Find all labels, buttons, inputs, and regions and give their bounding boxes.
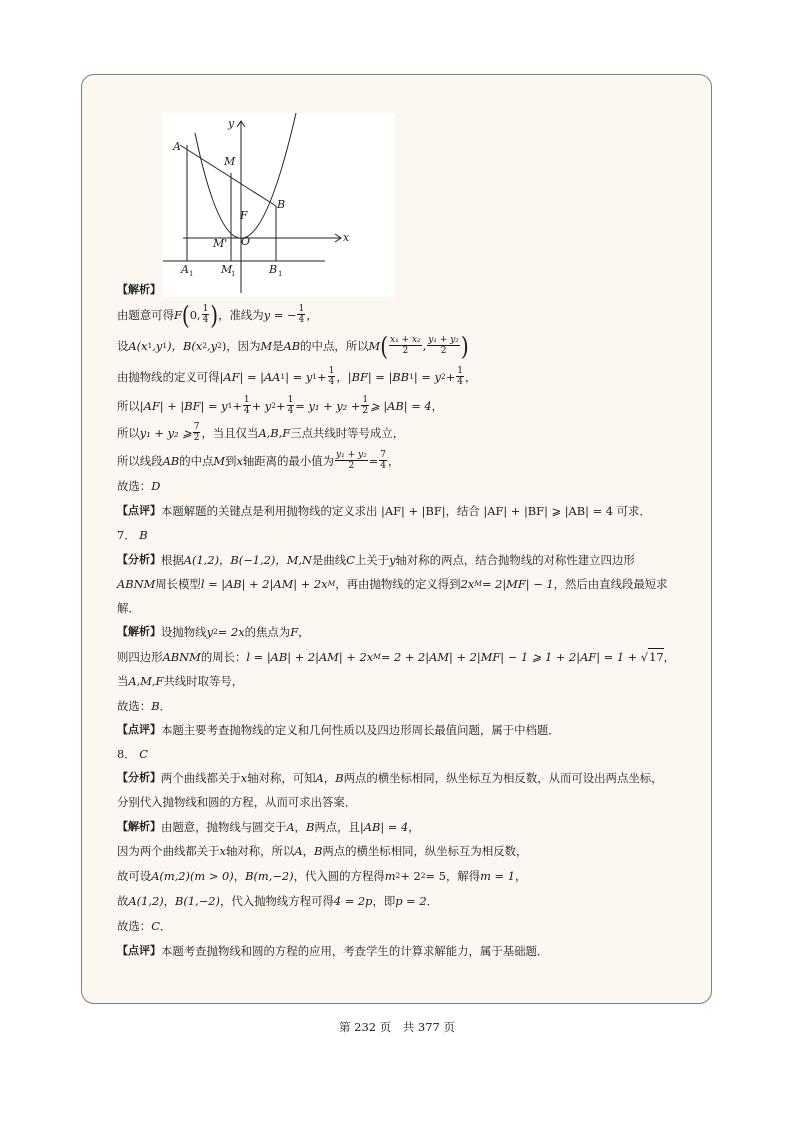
paren-close: ) — [210, 299, 219, 330]
fraction — [243, 395, 251, 416]
text: ， — [294, 820, 306, 834]
label-y: y — [228, 117, 235, 130]
math: + — [445, 369, 456, 384]
answer: D — [151, 479, 161, 493]
sol6-line-2: 设 A(x 1 ,y 1 )，B(x 2 ,y 2 )，因为 M 是 AB 的中点，所以 M ( $\frac{\text{x₁ + x₂}}{2}$ , $\frac{\text{y₁ + y₂}}{2}$ ) — [117, 330, 469, 361]
sol6-line-5 — [117, 422, 404, 443]
parabola-figure — [163, 113, 395, 297]
text: ， — [408, 820, 420, 834]
text: 两个曲线都关于 — [161, 771, 241, 785]
sub: 1 — [312, 371, 318, 381]
math: m — [384, 869, 396, 883]
text: 由题意，抛物线与圆交于 — [161, 820, 287, 834]
math: A — [294, 844, 303, 858]
sol6-line-4 — [117, 395, 443, 416]
sub: 2 — [202, 340, 207, 350]
math: )，B(x — [167, 338, 203, 353]
fraction — [193, 422, 201, 443]
text: 故选： — [117, 479, 152, 493]
numerator: y₁ + y₂ — [336, 450, 367, 460]
math: + 2 — [400, 869, 421, 883]
text: 轴对称，可知 — [247, 771, 316, 785]
sol6-line-7 — [117, 478, 160, 494]
fraction — [328, 366, 336, 387]
sub: 1 — [409, 371, 414, 381]
comment-text: 本题解题的关键点是利用抛物线的定义求出 |AF| + |BF|，结合 |AF| + |BF| ⩾ |AB| = 4 可求． — [161, 504, 651, 518]
math: M — [260, 338, 273, 353]
text: 所以 — [117, 398, 140, 413]
q7-fenxi-1 — [117, 552, 635, 568]
math: | = y — [413, 369, 441, 384]
q8-jiexi-2 — [117, 843, 527, 859]
sub: 1 — [147, 340, 153, 350]
sub: 2 — [217, 340, 222, 350]
math: + — [276, 398, 286, 413]
label-F: F — [240, 209, 248, 222]
denominator: 4 — [457, 377, 463, 387]
math: B — [313, 844, 323, 858]
label-M: M — [224, 155, 236, 168]
text: 是 — [272, 338, 284, 353]
label-B: B — [277, 198, 286, 211]
q7-comment — [117, 722, 560, 738]
sub: 1 — [280, 371, 286, 381]
fraction — [202, 304, 210, 325]
fraction — [389, 335, 422, 356]
math: 4 = 2p — [333, 894, 373, 908]
math: B — [305, 820, 315, 834]
math: y = − — [263, 307, 297, 322]
text: ，解得 — [445, 869, 481, 883]
text: 到 — [225, 453, 237, 468]
denominator: 4 — [243, 406, 250, 416]
math: M — [213, 453, 226, 468]
math: A(1,2)，B(−1,2)，M,N — [183, 553, 312, 567]
math: |AF| = |AA — [219, 369, 281, 384]
text: 根据 — [161, 553, 184, 567]
fraction — [335, 450, 368, 471]
text: 故选： — [117, 699, 152, 713]
tag-dianping: 【点评】 — [117, 944, 161, 957]
sup: 2 — [420, 871, 426, 880]
label-A: A — [173, 140, 181, 153]
q8-fenxi-2 — [117, 794, 356, 810]
sub: 1 — [227, 400, 233, 410]
math: ABNM — [117, 577, 156, 591]
q7-heading — [117, 527, 148, 543]
text: ，再由抛物线的定义得到 — [335, 577, 461, 591]
math: | = y — [285, 369, 313, 384]
denominator: 4 — [328, 377, 335, 387]
text: 上关于 — [354, 553, 390, 567]
text: 的中点，所以 — [300, 338, 369, 353]
text: ． — [159, 699, 171, 713]
label-Mprime: M' — [213, 237, 228, 250]
denominator: 2 — [402, 346, 409, 356]
text: ，即 — [372, 894, 396, 908]
text: 故可设 — [117, 869, 152, 883]
text: ，当且仅当 — [201, 425, 259, 440]
text: ，代入圆的方程得 — [293, 869, 385, 883]
text: ， — [336, 369, 348, 384]
math: ⩾ |AB| = 4 — [370, 398, 432, 413]
denominator: 4 — [287, 406, 294, 416]
q8-jiexi-4 — [117, 893, 438, 909]
math: C — [346, 553, 355, 567]
text: 所以线段 — [117, 453, 163, 468]
math: y₁ + y₂ ⩾ — [139, 425, 192, 440]
denominator: 2 — [348, 461, 355, 471]
numerator: 1 — [362, 395, 369, 405]
text: 周长模型 — [155, 577, 201, 591]
math: + — [317, 369, 327, 384]
math: p = 2 — [395, 894, 427, 908]
math: m = 1 — [480, 869, 515, 883]
math: x — [240, 771, 248, 785]
text: ， — [302, 844, 314, 858]
denominator: 2 — [362, 406, 369, 416]
math: A(1,2) — [128, 894, 164, 908]
text: 由抛物线的定义可得 — [117, 369, 220, 384]
text: 的焦点为 — [244, 625, 291, 639]
text: ， — [306, 307, 318, 322]
fraction — [361, 395, 369, 416]
numerator: 1 — [457, 366, 463, 376]
sub: 2 — [271, 400, 277, 410]
sqrt-radicand: 17 — [649, 650, 664, 664]
math: l = |AB| + 2|AM| + 2x — [246, 649, 374, 664]
fraction — [456, 366, 464, 387]
denominator: 2 — [440, 346, 447, 356]
numerator: 1 — [202, 304, 209, 314]
text: 故选： — [117, 919, 152, 933]
label-B1: B — [269, 263, 278, 276]
text: 轴对称的两点，结合抛物线的对称性建立四边形 — [395, 553, 635, 567]
tag-jiexi: 【解析】 — [117, 283, 161, 296]
q7-jiexi-4 — [117, 698, 171, 714]
question-number: 7． — [117, 528, 136, 542]
math: 0, — [189, 307, 201, 322]
q8-fenxi-1 — [117, 770, 663, 786]
math: |AB| = 4 — [359, 820, 409, 834]
sup: 2 — [395, 871, 401, 880]
parabola-diagram — [163, 113, 395, 297]
math: B(1,−2) — [175, 894, 220, 908]
answer: B — [139, 528, 148, 542]
text: 的周长： — [200, 649, 247, 664]
page-footer: 第 232 页 共 377 页 — [338, 1020, 456, 1034]
tag-jiexi: 【解析】 — [117, 625, 161, 638]
label-B1-sub: 1 — [278, 270, 283, 278]
answer: C — [139, 747, 148, 761]
tag-jiexi: 【解析】 — [117, 820, 161, 833]
math: AB — [283, 338, 301, 353]
fraction — [427, 335, 460, 356]
q7-jiexi-3 — [117, 673, 243, 689]
denominator: 4 — [380, 461, 386, 471]
math: |AF| + |BF| = y — [139, 398, 228, 413]
text: 解． — [117, 601, 140, 615]
math: |BF| = |BB — [347, 369, 410, 384]
math: A,B,F — [258, 425, 291, 440]
answer: B — [151, 699, 160, 713]
math: + y — [251, 398, 272, 413]
paren-close: ) — [460, 330, 469, 361]
text: ，代入抛物线方程可得 — [219, 894, 334, 908]
math: = 2|MF| − 1 — [481, 577, 554, 591]
tag-fenxi: 【分析】 — [117, 771, 161, 784]
sol6-line-3 — [117, 366, 476, 387]
sub: 1 — [162, 340, 168, 350]
text: 两点的横坐标相同，纵坐标互为相反数， — [322, 844, 528, 858]
text: 三点共线时等号成立， — [290, 425, 405, 440]
text: )，因为 — [221, 338, 261, 353]
text: 分别代入抛物线和圆的方程，从而可求出答案． — [117, 795, 357, 809]
text: 故 — [117, 894, 129, 908]
math: ,y — [152, 338, 163, 353]
math: = 2x — [217, 625, 245, 639]
label-x: x — [343, 231, 350, 244]
math: = 5 — [425, 869, 446, 883]
label-A1-sub: 1 — [189, 270, 194, 278]
q8-jiexi-1 — [117, 819, 420, 835]
math: + — [232, 398, 242, 413]
fraction — [379, 450, 387, 471]
text: ． — [159, 919, 172, 933]
q8-comment — [117, 943, 548, 959]
text: ， — [431, 398, 444, 413]
math: A,M,F — [128, 674, 164, 688]
text: ，准线为 — [218, 307, 264, 322]
text: 当 — [117, 674, 129, 688]
sol6-comment — [117, 503, 651, 519]
comment-text: 本题考查抛物线和圆的方程的应用，考查学生的计算求解能力，属于基础题． — [161, 944, 549, 958]
text: 两点的横坐标相同，纵坐标互为相反数，从而可设出两点坐标， — [343, 771, 663, 785]
numerator: y₁ + y₂ — [428, 335, 459, 345]
numerator: 7 — [380, 450, 386, 460]
math: x — [219, 844, 226, 858]
label-O: O — [241, 235, 251, 248]
text: 则四边形 — [117, 649, 163, 664]
math: B — [335, 771, 344, 785]
math: B(m,−2) — [245, 869, 294, 883]
text: 设 — [117, 338, 129, 353]
math: A — [286, 820, 295, 834]
numerator: 1 — [287, 395, 294, 405]
q7-fenxi-2 — [117, 576, 668, 592]
comment-text: 本题主要考查抛物线的定义和几何性质以及四边形周长最值问题，属于中档题． — [161, 723, 560, 737]
denominator: 4 — [202, 315, 209, 325]
text: 是曲线 — [311, 553, 347, 567]
math: F — [173, 307, 182, 322]
text: ， — [298, 625, 310, 639]
text: ， — [163, 894, 176, 908]
denominator: 2 — [193, 433, 200, 443]
q8-heading — [117, 746, 148, 762]
fraction — [287, 395, 295, 416]
text: ． — [426, 894, 438, 908]
fraction — [297, 304, 305, 325]
math: A — [315, 771, 324, 785]
math: y — [206, 625, 214, 639]
tag-dianping: 【点评】 — [117, 504, 161, 517]
numerator: 7 — [193, 422, 200, 432]
label-M1-sub: 1 — [231, 270, 236, 278]
math: x — [236, 453, 243, 468]
text: 轴对称，所以 — [225, 844, 295, 858]
text: 共线时取等号， — [163, 674, 244, 688]
sub: M — [474, 579, 482, 588]
paren-open: ( — [181, 299, 190, 330]
paren-open: ( — [380, 330, 388, 361]
math: = y₁ + y₂ + — [295, 398, 361, 413]
math: AB — [162, 453, 180, 468]
text: 设抛物线 — [161, 625, 207, 639]
sub: 2 — [440, 371, 446, 381]
text: 的中点 — [179, 453, 214, 468]
math: ,y — [207, 338, 218, 353]
sub: M — [373, 651, 381, 661]
q8-jiexi-5 — [117, 918, 171, 934]
text: 由题意可得 — [117, 307, 174, 322]
math: M — [368, 338, 381, 353]
question-number: 8． — [117, 747, 136, 761]
label-A1: A — [181, 263, 189, 276]
sol6-line-6 — [117, 450, 399, 471]
numerator: 1 — [298, 304, 305, 314]
math: = 2 + 2|AM| + 2|MF| − 1 ⩾ 1 + 2|AF| = 1 + √ — [380, 649, 649, 664]
q7-jiexi-1 — [117, 624, 310, 640]
text: 轴距离的最小值为 — [242, 453, 335, 468]
answer: C — [151, 919, 160, 933]
text: 两点，且 — [314, 820, 360, 834]
tag-fenxi: 【分析】 — [117, 553, 161, 566]
label-M1: M — [221, 263, 233, 276]
math: A(x — [128, 338, 148, 353]
tag-dianping: 【点评】 — [117, 723, 161, 736]
numerator: 1 — [328, 366, 335, 376]
text: ， — [323, 771, 336, 785]
text: ， — [514, 869, 527, 883]
sol6-line-1 — [117, 299, 318, 330]
text: ，然后由直线段最短求 — [553, 577, 668, 591]
sup: 2 — [213, 627, 218, 636]
numerator: 1 — [243, 395, 250, 405]
denominator: 4 — [298, 315, 305, 325]
math: y — [389, 553, 396, 567]
q7-jiexi-2 — [117, 648, 675, 665]
math: 2x — [460, 577, 475, 591]
text: ， — [663, 649, 676, 664]
math: F — [290, 625, 299, 639]
numerator: x₁ + x₂ — [390, 335, 421, 345]
text: ， — [464, 369, 477, 384]
math: = — [368, 453, 379, 468]
text: 因为两个曲线都关于 — [117, 844, 220, 858]
jiexi-heading-line — [117, 282, 161, 298]
math: ABNM — [162, 649, 201, 664]
text: ， — [387, 453, 400, 468]
math: l = |AB| + 2|AM| + 2x — [200, 577, 328, 591]
q8-jiexi-3 — [117, 868, 526, 884]
sub: M — [327, 579, 336, 588]
q7-fenxi-3 — [117, 600, 140, 616]
text: 所以 — [117, 425, 140, 440]
math: A(m,2)(m > 0) — [151, 869, 234, 883]
text: ， — [233, 869, 246, 883]
